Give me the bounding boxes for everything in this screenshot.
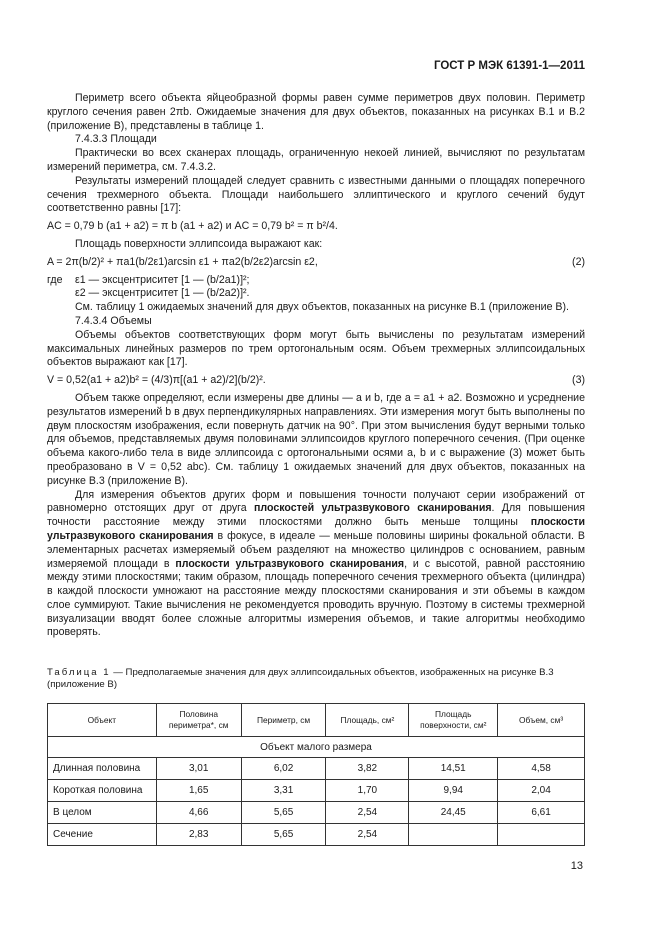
definition-text: ε2 — эксцентриситет [1 — (b/2a2)]². xyxy=(75,287,250,300)
formula-ellipsoid-volume xyxy=(47,374,585,388)
cell-area: 3,82 xyxy=(326,758,409,780)
header-volume: Объем, см³ xyxy=(498,704,585,737)
header-object: Объект xyxy=(48,704,157,737)
cell-perimeter: 5,65 xyxy=(241,824,326,846)
paragraph-surface-area-intro: Площадь поверхности эллипсоида выражают как: xyxy=(75,237,323,250)
cell-volume xyxy=(498,824,585,846)
row-label: Короткая половина xyxy=(48,780,157,802)
header-area: Площадь, см² xyxy=(326,704,409,737)
cell-surface-area: 14,51 xyxy=(409,758,498,780)
row-label: Сечение xyxy=(48,824,157,846)
section-heading-areas: 7.4.3.3 Площади xyxy=(75,133,157,146)
cell-surface-area xyxy=(409,824,498,846)
definition-text: ε1 — эксцентриситет [1 — (b/2a1)]²; xyxy=(75,273,250,286)
row-label: В целом xyxy=(48,802,157,824)
cell-half-perimeter: 4,66 xyxy=(156,802,241,824)
document-body xyxy=(47,92,585,640)
group-label: Объект малого размера xyxy=(48,737,585,758)
cell-half-perimeter: 1,65 xyxy=(156,780,241,802)
header-surface-area: Площадь поверхности, см² xyxy=(409,704,498,737)
table-row xyxy=(48,780,585,802)
cell-volume: 6,61 xyxy=(498,802,585,824)
formula-text: V = 0,52(a1 + a2)b² = (4/3)π[(a1 + a2)/2](b/2)². xyxy=(47,374,266,387)
table-row xyxy=(48,758,585,780)
document-header: ГОСТ Р МЭК 61391-1—2011 xyxy=(433,60,585,72)
formula-cross-section-area: AC = 0,79 b (a1 + a2) = π b (a1 + a2) и AC = 0,79 b² = π b²/4. xyxy=(47,220,338,233)
definition-epsilon-1 xyxy=(47,274,585,288)
formula-text: A = 2π(b/2)² + πa1(b/2ε1)arcsin ε1 + πa2(b/2ε2)arcsin ε2, xyxy=(47,255,318,268)
paragraph-table-reference: См. таблицу 1 ожидаемых значений для двух объектов, показанных на рисунке В.1 (приложение В). xyxy=(75,301,569,314)
cell-area: 2,54 xyxy=(326,802,409,824)
header-perimeter: Периметр, см xyxy=(241,704,326,737)
table-header-row xyxy=(48,704,585,737)
cell-half-perimeter: 3,01 xyxy=(156,758,241,780)
paragraph-scan-planes: Для измерения объектов других форм и повышения точности получают серии изображений от равномерно отстоящих друг от друга плоскостей ультразвукового сканирования. Для повышения точности расстояние между этими плоскостями должно быть меньше толщины плоскости ультразвукового сканирования в фокусе, в идеале — меньше половины ширины фокальной области. В элементарных расчетах измеряемый объем разделяют на множество цилиндров с основанием, равным измеряемой площади в плоскости ультразвукового сканирования, и с высотой, равной расстоянию между этими плоскостями; таким образом, площадь поперечного сечения трехмерного объекта (цилиндра) в каждой плоскости умножают на расстояние между плоскостями сканирования и эти объемы в каждом слое суммируют. Такие вычисления не рекомендуется проводить вручную. Поэтому в системы трехмерной визуализации вводят более сложные алгоритмы измерения объемов, и такие алгоритмы необходимо проверять. xyxy=(47,488,586,639)
cell-perimeter: 6,02 xyxy=(241,758,326,780)
paragraph-volume-two-lengths: Объем также определяют, если измерены две длины — a и b, где a = a1 + a2. Возможно и усреднение результатов измерений b в двух перпендикулярных направлениях. Эти измерения могут быть выполнены по двум плоскостям изображения, если повернуть датчик на 90°. При этом вычисления будут верными только для объемов, представляемых двумя половинами эллипсоидов круглого поперечного сечения. (При оценке объема какого-либо тела в виде эллипсоида с ортогональными осями a, b и c выражение (3) может быть преобразовано в V = 0,52 abc). См. таблицу 1 ожидаемых значений для двух объектов, показанных на рисунке В.3 (приложение В). xyxy=(47,391,585,487)
row-label: Длинная половина xyxy=(48,758,157,780)
table-caption-text: — Предполагаемые значения для двух эллипсоидальных объектов, изображенных на рисунке В.3 (приложение В) xyxy=(47,667,554,691)
table-caption xyxy=(47,667,585,692)
term-scan-plane: плоскости ультразвукового сканирования xyxy=(47,516,585,542)
term-scan-plane: плоскости ультразвукового сканирования xyxy=(175,557,405,570)
definition-prefix: где xyxy=(47,273,63,286)
header-half-perimeter: Половина периметра*, см xyxy=(156,704,241,737)
cell-area: 1,70 xyxy=(326,780,409,802)
paragraph-area-comparison: Результаты измерений площадей следует сравнить с известными данными о площадях поперечного сечения трехмерного объекта. Площади наибольшего эллиптического и круглого сечений будут соответственно равны [17]: xyxy=(47,174,585,215)
cell-volume: 2,04 xyxy=(498,780,585,802)
cell-perimeter: 3,31 xyxy=(241,780,326,802)
formula-number: (2) xyxy=(572,255,585,268)
cell-surface-area: 9,94 xyxy=(409,780,498,802)
term-scan-plane: плоскостей ультразвукового сканирования xyxy=(254,502,492,515)
table-caption-label: Таблица 1 xyxy=(47,667,111,678)
table-row xyxy=(48,824,585,846)
definition-epsilon-2 xyxy=(47,287,585,301)
cell-volume: 4,58 xyxy=(498,758,585,780)
section-heading-volumes: 7.4.3.4 Объемы xyxy=(75,314,152,327)
cell-area: 2,54 xyxy=(326,824,409,846)
paragraph-volume-calc: Объемы объектов соответствующих форм могут быть вычислены по результатам измерений максимальных линейных размеров по трем ортогональным осям. Объем трехмерных эллипсоидальных объектов выражают как [17]. xyxy=(47,328,585,369)
cell-half-perimeter: 2,83 xyxy=(156,824,241,846)
table-group-row xyxy=(48,737,585,758)
table-row xyxy=(48,802,585,824)
cell-surface-area: 24,45 xyxy=(409,802,498,824)
page-number: 13 xyxy=(570,860,583,872)
paragraph-perimeter-summary: Периметр всего объекта яйцеобразной формы равен сумме периметров двух половин. Периметр круглого сечения равен 2πb. Ожидаемые значения для двух объектов, показанных на рисунках В.1 и В.2 (приложение В), представлены в таблице 1. xyxy=(47,92,585,132)
formula-ellipsoid-surface xyxy=(47,256,585,270)
cell-perimeter: 5,65 xyxy=(241,802,326,824)
expected-values-table xyxy=(47,703,585,846)
formula-number: (3) xyxy=(572,374,585,387)
paragraph-area-scanners: Практически во всех сканерах площадь, ограниченную некоей линией, вычисляют по результатам измерений периметра, см. 7.4.3.2. xyxy=(47,147,585,173)
